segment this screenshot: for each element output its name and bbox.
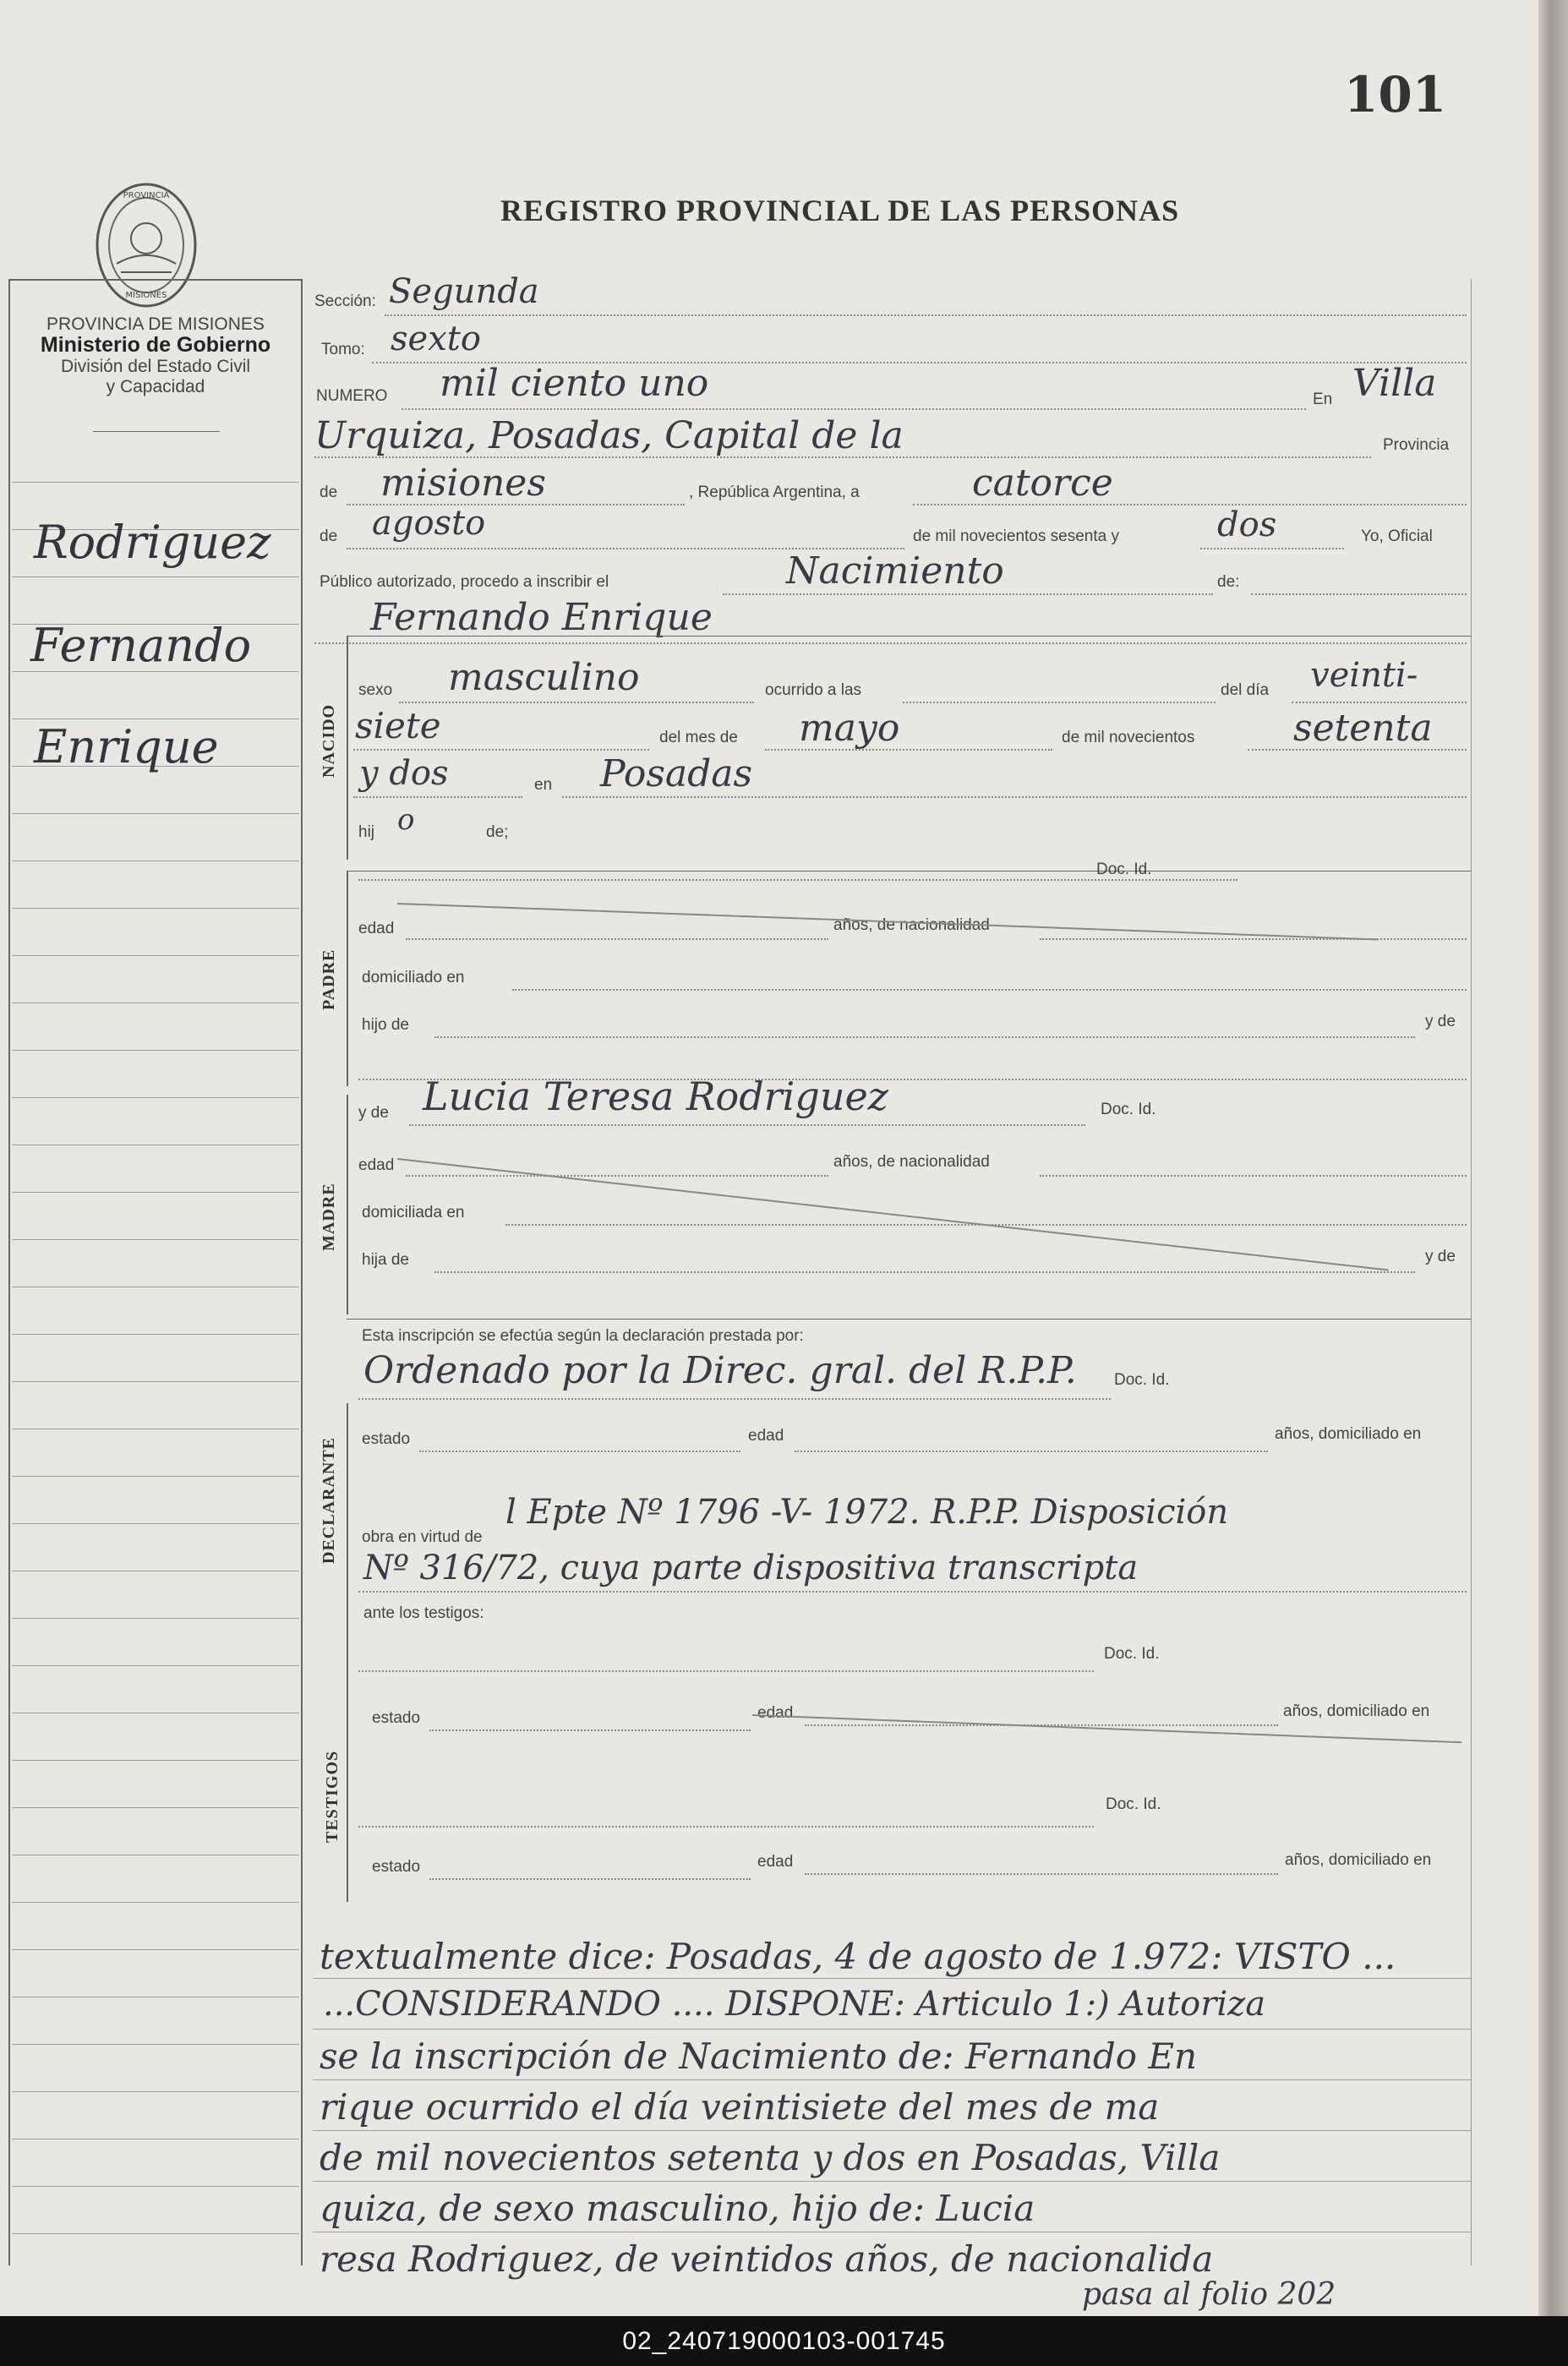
margin-divider <box>301 279 303 2265</box>
hw-declarante: Ordenado por la Direc. gral. del R.P.P. <box>363 1349 1077 1392</box>
label-en-lower: en <box>534 776 553 794</box>
label-en: En <box>1313 391 1333 408</box>
dots <box>562 796 1467 798</box>
hw-dia-inscripcion: catorce <box>972 462 1113 505</box>
hw-acto: Nacimiento <box>786 549 1004 593</box>
label-mil-nov: de mil novecientos <box>1062 729 1195 746</box>
margin-rule <box>12 1381 299 1382</box>
label-anos-nac-padre: años, de nacionalidad <box>833 916 990 934</box>
label-doc-id-testigo-1: Doc. Id. <box>1104 1645 1160 1663</box>
margin-rule <box>12 1523 299 1524</box>
label-ante: ante los testigos: <box>363 1604 484 1622</box>
testigos-box-left <box>347 1648 348 1902</box>
hw-hij-suffix: o <box>397 803 415 837</box>
label-edad-testigo-1: edad <box>757 1704 794 1722</box>
margin-rule <box>12 1050 299 1051</box>
margin-rule <box>12 908 299 909</box>
bottom-rule <box>313 1978 1471 1979</box>
label-edad-madre: edad <box>358 1156 395 1174</box>
hw-mes-nacimiento: mayo <box>799 707 900 750</box>
label-numero: NUMERO <box>316 387 388 405</box>
label-doc-id-declarante: Doc. Id. <box>1114 1371 1170 1389</box>
dots <box>419 1451 740 1452</box>
margin-firstname: Fernando <box>30 619 252 672</box>
hw-obra-1: l Epte Nº 1796 -V- 1972. R.P.P. Disposición <box>505 1493 1229 1532</box>
label-doc-id-madre: Doc. Id. <box>1101 1101 1156 1118</box>
hw-bottom-line-2: ...CONSIDERANDO .... DISPONE: Articulo 1:) Autoriza <box>323 1985 1266 2024</box>
padre-box-left <box>347 871 348 1086</box>
coat-of-arms-seal-icon <box>91 179 201 310</box>
dots <box>406 938 828 940</box>
dots <box>429 1729 751 1731</box>
ministry-line-3: División del Estado Civil <box>60 357 251 376</box>
hw-bottom-line-7: resa Rodriguez, de veintidos años, de nacionalida <box>320 2238 1214 2280</box>
ministry-header <box>12 314 299 397</box>
margin-rule <box>12 2091 299 2092</box>
label-tomo: Tomo: <box>321 341 365 358</box>
label-ocurrido: ocurrido a las <box>765 681 862 699</box>
label-y-de-2: y de <box>1425 1248 1456 1265</box>
dots <box>1292 702 1467 703</box>
margin-surname: Rodriguez <box>34 516 271 569</box>
label-edad-testigo-2: edad <box>757 1853 794 1871</box>
label-y-de: y de <box>1425 1013 1456 1030</box>
hw-obra-2: Nº 316/72, cuya parte dispositiva transcripta <box>363 1549 1139 1587</box>
margin-rule <box>12 1334 299 1335</box>
hw-madre: Lucia Teresa Rodriguez <box>423 1074 888 1119</box>
hw-numero: mil ciento uno <box>440 362 709 405</box>
hw-anio-nacimiento: setenta <box>1293 707 1433 750</box>
left-border <box>8 279 10 2265</box>
margin-rule <box>12 1949 299 1950</box>
dots <box>314 642 1467 644</box>
dots <box>429 1878 751 1880</box>
ministry-line-4: y Capacidad <box>106 377 205 396</box>
margin-rule <box>12 2044 299 2045</box>
margin-rule <box>12 576 299 577</box>
label-hija-de: hija de <box>362 1251 409 1269</box>
label-estado-declarante: estado <box>362 1430 411 1448</box>
label-del-mes: del mes de <box>659 729 738 746</box>
dots <box>358 1826 1094 1828</box>
dots <box>1200 548 1344 549</box>
margin-rule <box>12 2233 299 2234</box>
label-de-semicolon: de; <box>486 823 509 841</box>
label-y-de-madre: y de <box>358 1104 389 1122</box>
hw-dia-nacimiento-2: siete <box>355 705 441 746</box>
hw-en: Villa <box>1352 362 1437 405</box>
dots <box>358 879 1237 881</box>
label-doc-id-padre: Doc. Id. <box>1096 861 1152 878</box>
margin-rule <box>12 1192 299 1193</box>
hw-bottom-line-5: de mil novecientos setenta y dos en Posadas, Villa <box>320 2137 1221 2178</box>
dots <box>399 702 754 703</box>
hw-mes-inscripcion: agosto <box>372 504 486 543</box>
dots <box>358 1591 1467 1593</box>
label-publico: Público autorizado, procedo a inscribir el <box>320 573 609 591</box>
margin-rule <box>12 1902 299 1903</box>
label-de-colon: de: <box>1217 573 1240 591</box>
dots <box>353 749 649 751</box>
hw-tomo: sexto <box>391 320 481 358</box>
label-yo-oficial: Yo, Oficial <box>1361 527 1433 545</box>
label-declaracion: Esta inscripción se efectúa según la declaración prestada por: <box>362 1327 804 1345</box>
label-sexo: sexo <box>358 681 393 699</box>
dots <box>795 1451 1268 1452</box>
declarante-box-top <box>347 1319 1471 1320</box>
dots <box>353 796 522 798</box>
hw-lugar: Urquiza, Posadas, Capital de la <box>314 414 904 457</box>
label-hijo-de: hijo de <box>362 1016 409 1034</box>
ministry-underline <box>93 431 220 432</box>
label-de-2: de <box>320 527 338 545</box>
dots <box>385 314 1467 316</box>
dots <box>805 1873 1278 1875</box>
label-mil-novecientos: de mil novecientos sesenta y <box>913 527 1119 545</box>
dots <box>1251 593 1467 595</box>
seal-text-top: PROVINCIA <box>123 191 170 200</box>
label-anos-dom-testigo-1: años, domiciliado en <box>1283 1702 1430 1720</box>
bottom-rule <box>313 2079 1471 2080</box>
margin-rule <box>12 1807 299 1808</box>
hw-seccion: Segunda <box>389 272 539 311</box>
margin-rule <box>12 1239 299 1240</box>
dots <box>1040 938 1467 940</box>
margin-top-rule <box>8 279 301 281</box>
hw-bottom-line-6: quiza, de sexo masculino, hijo de: Lucia <box>320 2188 1035 2229</box>
label-anos-dom-testigo-2: años, domiciliado en <box>1285 1851 1432 1869</box>
dots <box>409 1124 1085 1126</box>
dots <box>434 1271 1415 1273</box>
label-obra: obra en virtud de <box>362 1528 483 1546</box>
label-domiciliada: domiciliada en <box>362 1204 465 1221</box>
dots <box>358 1670 1094 1672</box>
margin-rule <box>12 813 299 814</box>
dots <box>1040 1175 1467 1177</box>
label-edad-declarante: edad <box>748 1427 784 1445</box>
nacido-box-top <box>347 636 1471 637</box>
label-hij: hij <box>358 823 375 841</box>
hw-anio-inscripcion: dos <box>1217 505 1277 544</box>
label-provincia: Provincia <box>1383 436 1450 454</box>
dots <box>434 1036 1415 1038</box>
padre-box-top <box>347 871 1471 872</box>
seal-text-bottom: MISIONES <box>125 291 167 300</box>
hw-lugar-nacimiento: Posadas <box>600 752 753 795</box>
book-binding <box>1538 0 1568 2316</box>
label-doc-id-testigo-2: Doc. Id. <box>1106 1795 1161 1813</box>
label-domiciliado-padre: domiciliado en <box>362 969 465 986</box>
margin-rule <box>12 2186 299 2187</box>
dots <box>723 593 1213 595</box>
label-seccion: Sección: <box>314 292 376 310</box>
margin-rule <box>12 1618 299 1619</box>
nacido-box-left <box>347 636 348 860</box>
bottom-rule <box>313 2181 1471 2182</box>
section-padre: PADRE <box>320 948 338 1010</box>
hw-bottom-line-1: textualmente dice: Posadas, 4 de agosto de 1.972: VISTO ... <box>320 1936 1396 1977</box>
bottom-rule <box>313 2029 1471 2030</box>
hw-sexo: masculino <box>448 656 640 699</box>
section-madre: MADRE <box>320 1183 338 1251</box>
label-del-dia: del día <box>1221 681 1270 699</box>
margin-rule <box>12 482 299 483</box>
ministry-line-1: PROVINCIA DE MISIONES <box>46 314 265 334</box>
margin-middlename: Enrique <box>34 720 219 773</box>
right-border <box>1471 279 1472 2265</box>
hw-nombre: Fernando Enrique <box>370 596 713 639</box>
label-de: de <box>320 484 338 501</box>
hw-anio-nacimiento-2: y dos <box>359 754 449 793</box>
dots <box>406 1175 828 1177</box>
section-nacido: NACIDO <box>320 703 338 778</box>
hw-provincia: misiones <box>380 462 546 505</box>
dots <box>402 408 1306 410</box>
ministry-line-2: Ministerio de Gobierno <box>40 333 271 357</box>
image-id-footer: 02_240719000103-001745 <box>0 2316 1568 2366</box>
page-number: 101 <box>1344 66 1447 123</box>
section-declarante: DECLARANTE <box>320 1436 338 1564</box>
declarante-box-left <box>347 1403 348 1648</box>
label-anos-nac-madre: años, de nacionalidad <box>833 1153 990 1171</box>
bottom-rule <box>313 2130 1471 2131</box>
margin-rule <box>12 1665 299 1666</box>
hw-bottom-line-8: pasa al folio 202 <box>1082 2277 1336 2312</box>
dots <box>512 989 1467 991</box>
section-testigos: TESTIGOS <box>323 1750 341 1843</box>
dots <box>358 1398 1111 1400</box>
dots <box>505 1224 1467 1226</box>
madre-box-left <box>347 1095 348 1314</box>
label-estado-testigo-1: estado <box>372 1709 421 1727</box>
margin-rule <box>12 955 299 956</box>
margin-rule <box>12 1760 299 1761</box>
label-anos-dom-declarante: años, domiciliado en <box>1275 1425 1422 1443</box>
hw-bottom-line-3: se la inscripción de Nacimiento de: Fernando En <box>320 2035 1198 2077</box>
page-title: REGISTRO PROVINCIAL DE LAS PERSONAS <box>500 194 1180 227</box>
margin-rule <box>12 1097 299 1098</box>
label-estado-testigo-2: estado <box>372 1858 421 1876</box>
hw-dia-nacimiento: veinti- <box>1310 656 1418 695</box>
label-edad-padre: edad <box>358 920 395 937</box>
label-republica: , República Argentina, a <box>689 484 860 501</box>
dots <box>903 702 1216 703</box>
hw-bottom-line-4: rique ocurrido el día veintisiete del mes de ma <box>320 2086 1160 2128</box>
margin-rule <box>12 1476 299 1477</box>
